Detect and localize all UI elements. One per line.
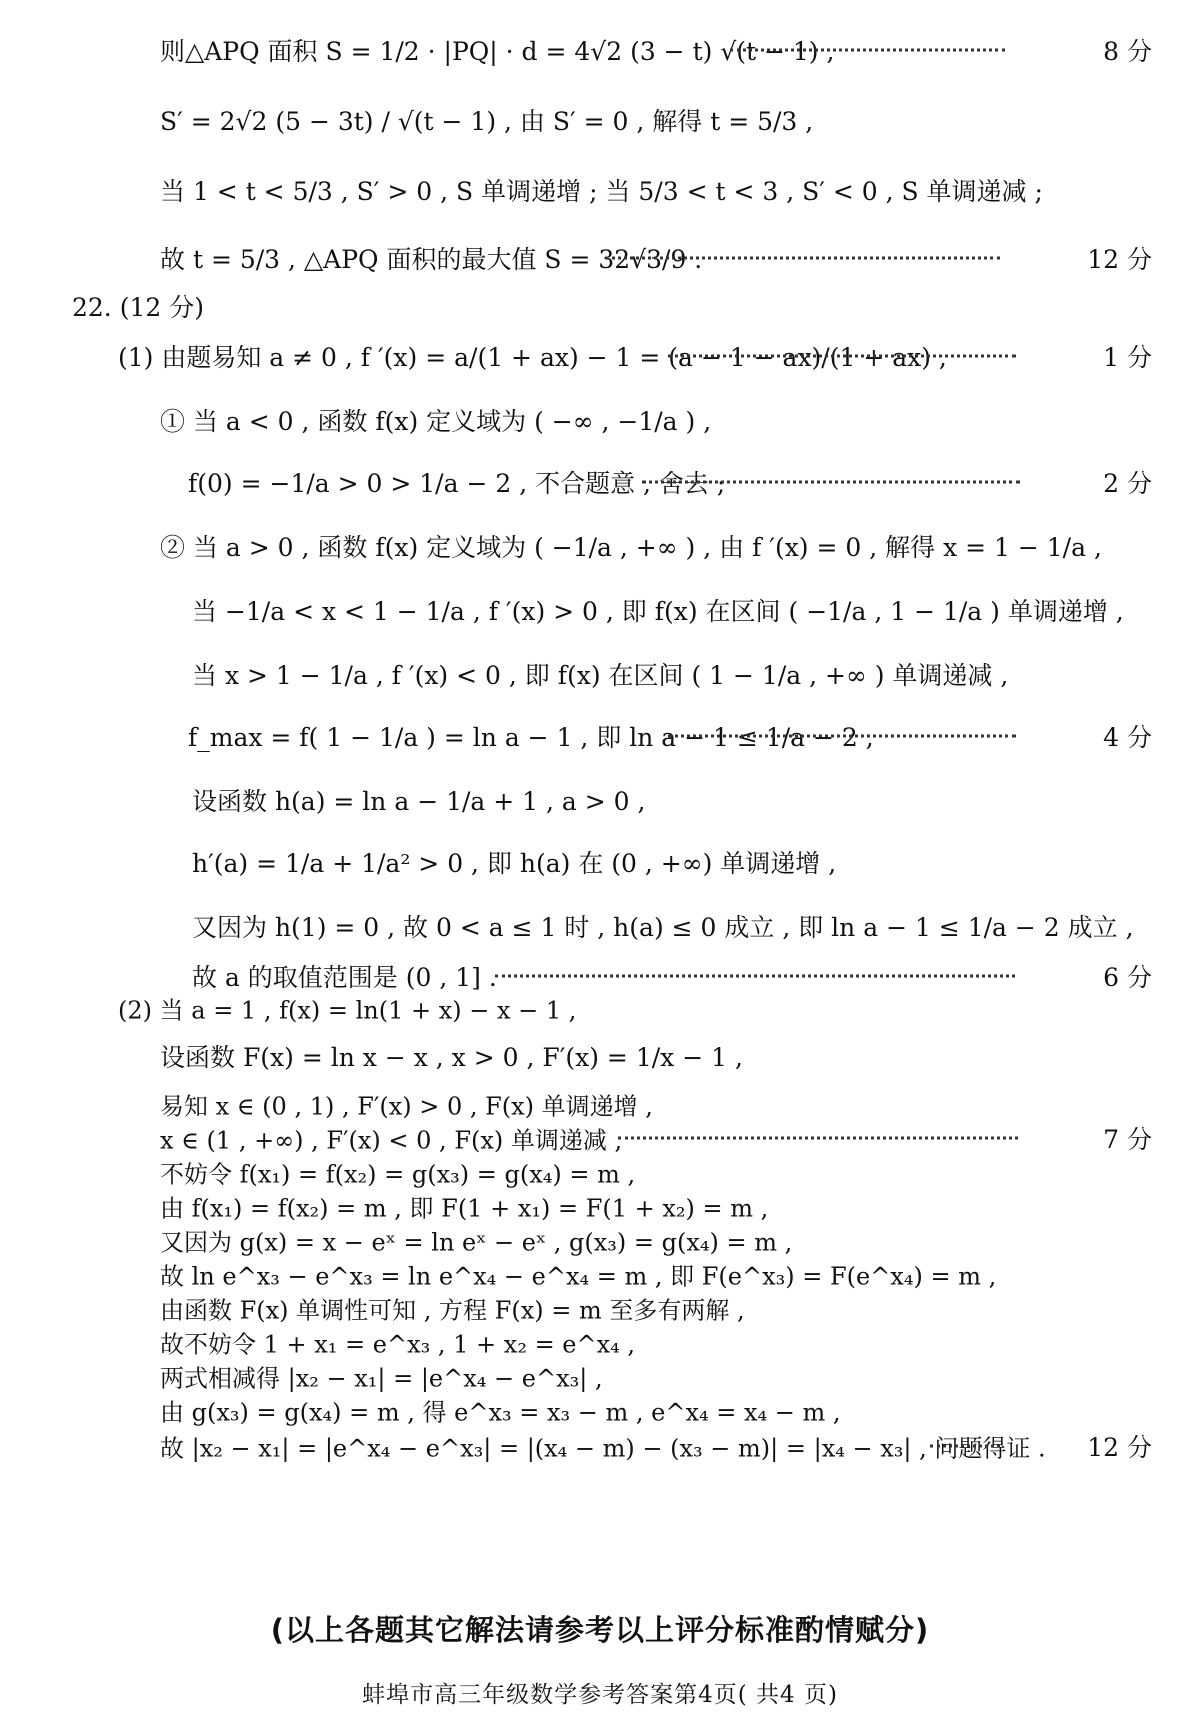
line-text: 不妨令 f(x₁) = f(x₂) = g(x₃) = g(x₄) = m , <box>160 1160 636 1189</box>
solution-line <box>0 22 1200 78</box>
line-text: 由 f(x₁) = f(x₂) = m , 即 F(1 + x₁) = F(1 + x₂) = m , <box>160 1194 769 1223</box>
line-text: h′(a) = 1/a + 1/a² > 0 , 即 h(a) 在 (0 , +∞) 单调递增 , <box>192 849 837 878</box>
line-text: ① 当 a < 0 , 函数 f(x) 定义域为 ( −∞ , −1/a ) , <box>160 407 712 436</box>
solution-line <box>0 646 1200 702</box>
solution-line <box>0 1256 1200 1292</box>
solution-line <box>0 230 1200 286</box>
score-mark: 1 分 <box>1103 343 1152 372</box>
line-text: 当 x > 1 − 1/a , f ′(x) < 0 , 即 f(x) 在区间 ( 1 − 1/a , +∞ ) 单调递减 , <box>192 661 1009 690</box>
dot-leader <box>618 1137 1018 1140</box>
solution-line <box>0 990 1200 1026</box>
line-text: 由函数 F(x) 单调性可知 , 方程 F(x) = m 至多有两解 , <box>160 1296 745 1325</box>
solution-line <box>0 392 1200 448</box>
line-text: f(0) = −1/a > 0 > 1/a − 2 , 不合题意 , 舍去 ; <box>188 469 726 498</box>
solution-line <box>0 708 1200 764</box>
solution-line <box>0 1120 1200 1156</box>
solution-line <box>0 1358 1200 1394</box>
problem-heading <box>0 282 1200 330</box>
solution-line <box>0 1324 1200 1360</box>
score-mark: 2 分 <box>1103 469 1152 498</box>
line-text: 当 −1/a < x < 1 − 1/a , f ′(x) > 0 , 即 f(x) 在区间 ( −1/a , 1 − 1/a ) 单调递增 , <box>192 597 1124 626</box>
solution-line <box>0 772 1200 828</box>
line-text: 故 ln e^x₃ − e^x₃ = ln e^x₄ − e^x₄ = m , 即 F(e^x₃) = F(e^x₄) = m , <box>160 1262 997 1291</box>
dot-leader <box>668 735 1016 738</box>
line-text: ② 当 a > 0 , 函数 f(x) 定义域为 ( −1/a , +∞ ) , 由 f ′(x) = 0 , 解得 x = 1 − 1/a , <box>160 533 1102 562</box>
dot-leader <box>930 1445 1000 1448</box>
solution-line <box>0 1222 1200 1258</box>
solution-line <box>0 1086 1200 1122</box>
line-text: (1) 由题易知 a ≠ 0 , f ′(x) = a/(1 + ax) − 1 = (a − 1 − ax)/(1 + ax) , <box>118 343 947 372</box>
grading-note: (以上各题其它解法请参考以上评分标准酌情赋分) <box>270 1613 930 1647</box>
line-text: 故 t = 5/3 , △APQ 面积的最大值 S = 32√3/9 . <box>160 245 703 274</box>
dot-leader <box>668 355 1016 358</box>
solution-line <box>0 834 1200 890</box>
solution-line <box>0 454 1200 510</box>
score-mark: 7 分 <box>1103 1125 1152 1154</box>
solution-line <box>0 1188 1200 1224</box>
line-text: 故 a 的取值范围是 (0 , 1] . <box>192 963 497 992</box>
line-text: 易知 x ∈ (0 , 1) , F′(x) > 0 , F(x) 单调递增 , <box>160 1092 653 1121</box>
line-text: (2) 当 a = 1 , f(x) = ln(1 + x) − x − 1 , <box>118 996 577 1025</box>
score-mark: 12 分 <box>1087 1433 1152 1462</box>
line-text: 当 1 < t < 5/3 , S′ > 0 , S 单调递增 ; 当 5/3 < t < 3 , S′ < 0 , S 单调递减 ; <box>160 177 1043 206</box>
score-mark: 12 分 <box>1087 245 1152 274</box>
line-text: 又因为 g(x) = x − eˣ = ln eˣ − eˣ , g(x₃) = g(x₄) = m , <box>160 1228 793 1257</box>
solution-line <box>0 1028 1200 1084</box>
solution-line <box>0 162 1200 218</box>
page-footer: 蚌埠市高三年级数学参考答案第4页( 共4 页) <box>362 1682 838 1708</box>
line-text: 由 g(x₃) = g(x₄) = m , 得 e^x₃ = x₃ − m , e^x₄ = x₄ − m , <box>160 1398 841 1427</box>
line-text: 又因为 h(1) = 0 , 故 0 < a ≤ 1 时 , h(a) ≤ 0 成立 , 即 ln a − 1 ≤ 1/a − 2 成立 , <box>192 913 1134 942</box>
score-mark: 6 分 <box>1103 963 1152 992</box>
line-text: 故不妨令 1 + x₁ = e^x₃ , 1 + x₂ = e^x₄ , <box>160 1330 636 1359</box>
line-text: 设函数 F(x) = ln x − x , x > 0 , F′(x) = 1/x − 1 , <box>160 1043 743 1072</box>
line-text: 设函数 h(a) = ln a − 1/a + 1 , a > 0 , <box>192 787 646 816</box>
line-text: 故 |x₂ − x₁| = |e^x₄ − e^x₃| = |(x₄ − m) − (x₃ − m)| = |x₄ − x₃| , 问题得证 . <box>160 1434 1046 1463</box>
dot-leader <box>642 481 1020 484</box>
solution-line <box>0 1154 1200 1190</box>
dot-leader <box>730 49 1005 52</box>
solution-line <box>0 328 1200 384</box>
line-text: f_max = f( 1 − 1/a ) = ln a − 1 , 即 ln a − 1 ≤ 1/a − 2 , <box>188 723 874 752</box>
score-mark: 4 分 <box>1103 723 1152 752</box>
dot-leader <box>605 257 1000 260</box>
solution-line <box>0 1428 1200 1464</box>
solution-line <box>0 898 1200 954</box>
solution-line <box>0 582 1200 638</box>
solution-line <box>0 1290 1200 1326</box>
line-text: x ∈ (1 , +∞) , F′(x) < 0 , F(x) 单调递减 , <box>160 1126 623 1155</box>
solution-line <box>0 518 1200 574</box>
line-text: 两式相减得 |x₂ − x₁| = |e^x₄ − e^x₃| , <box>160 1364 603 1393</box>
line-text: 22. (12 分) <box>72 293 204 322</box>
solution-line <box>0 1392 1200 1428</box>
dot-leader <box>495 975 1015 978</box>
line-text: S′ = 2√2 (5 − 3t) / √(t − 1) , 由 S′ = 0 , 解得 t = 5/3 , <box>160 107 814 136</box>
score-mark: 8 分 <box>1103 37 1152 66</box>
line-text: 则△APQ 面积 S = 1/2 · |PQ| · d = 4√2 (3 − t) √(t − 1) , <box>160 37 835 66</box>
solution-line <box>0 92 1200 148</box>
